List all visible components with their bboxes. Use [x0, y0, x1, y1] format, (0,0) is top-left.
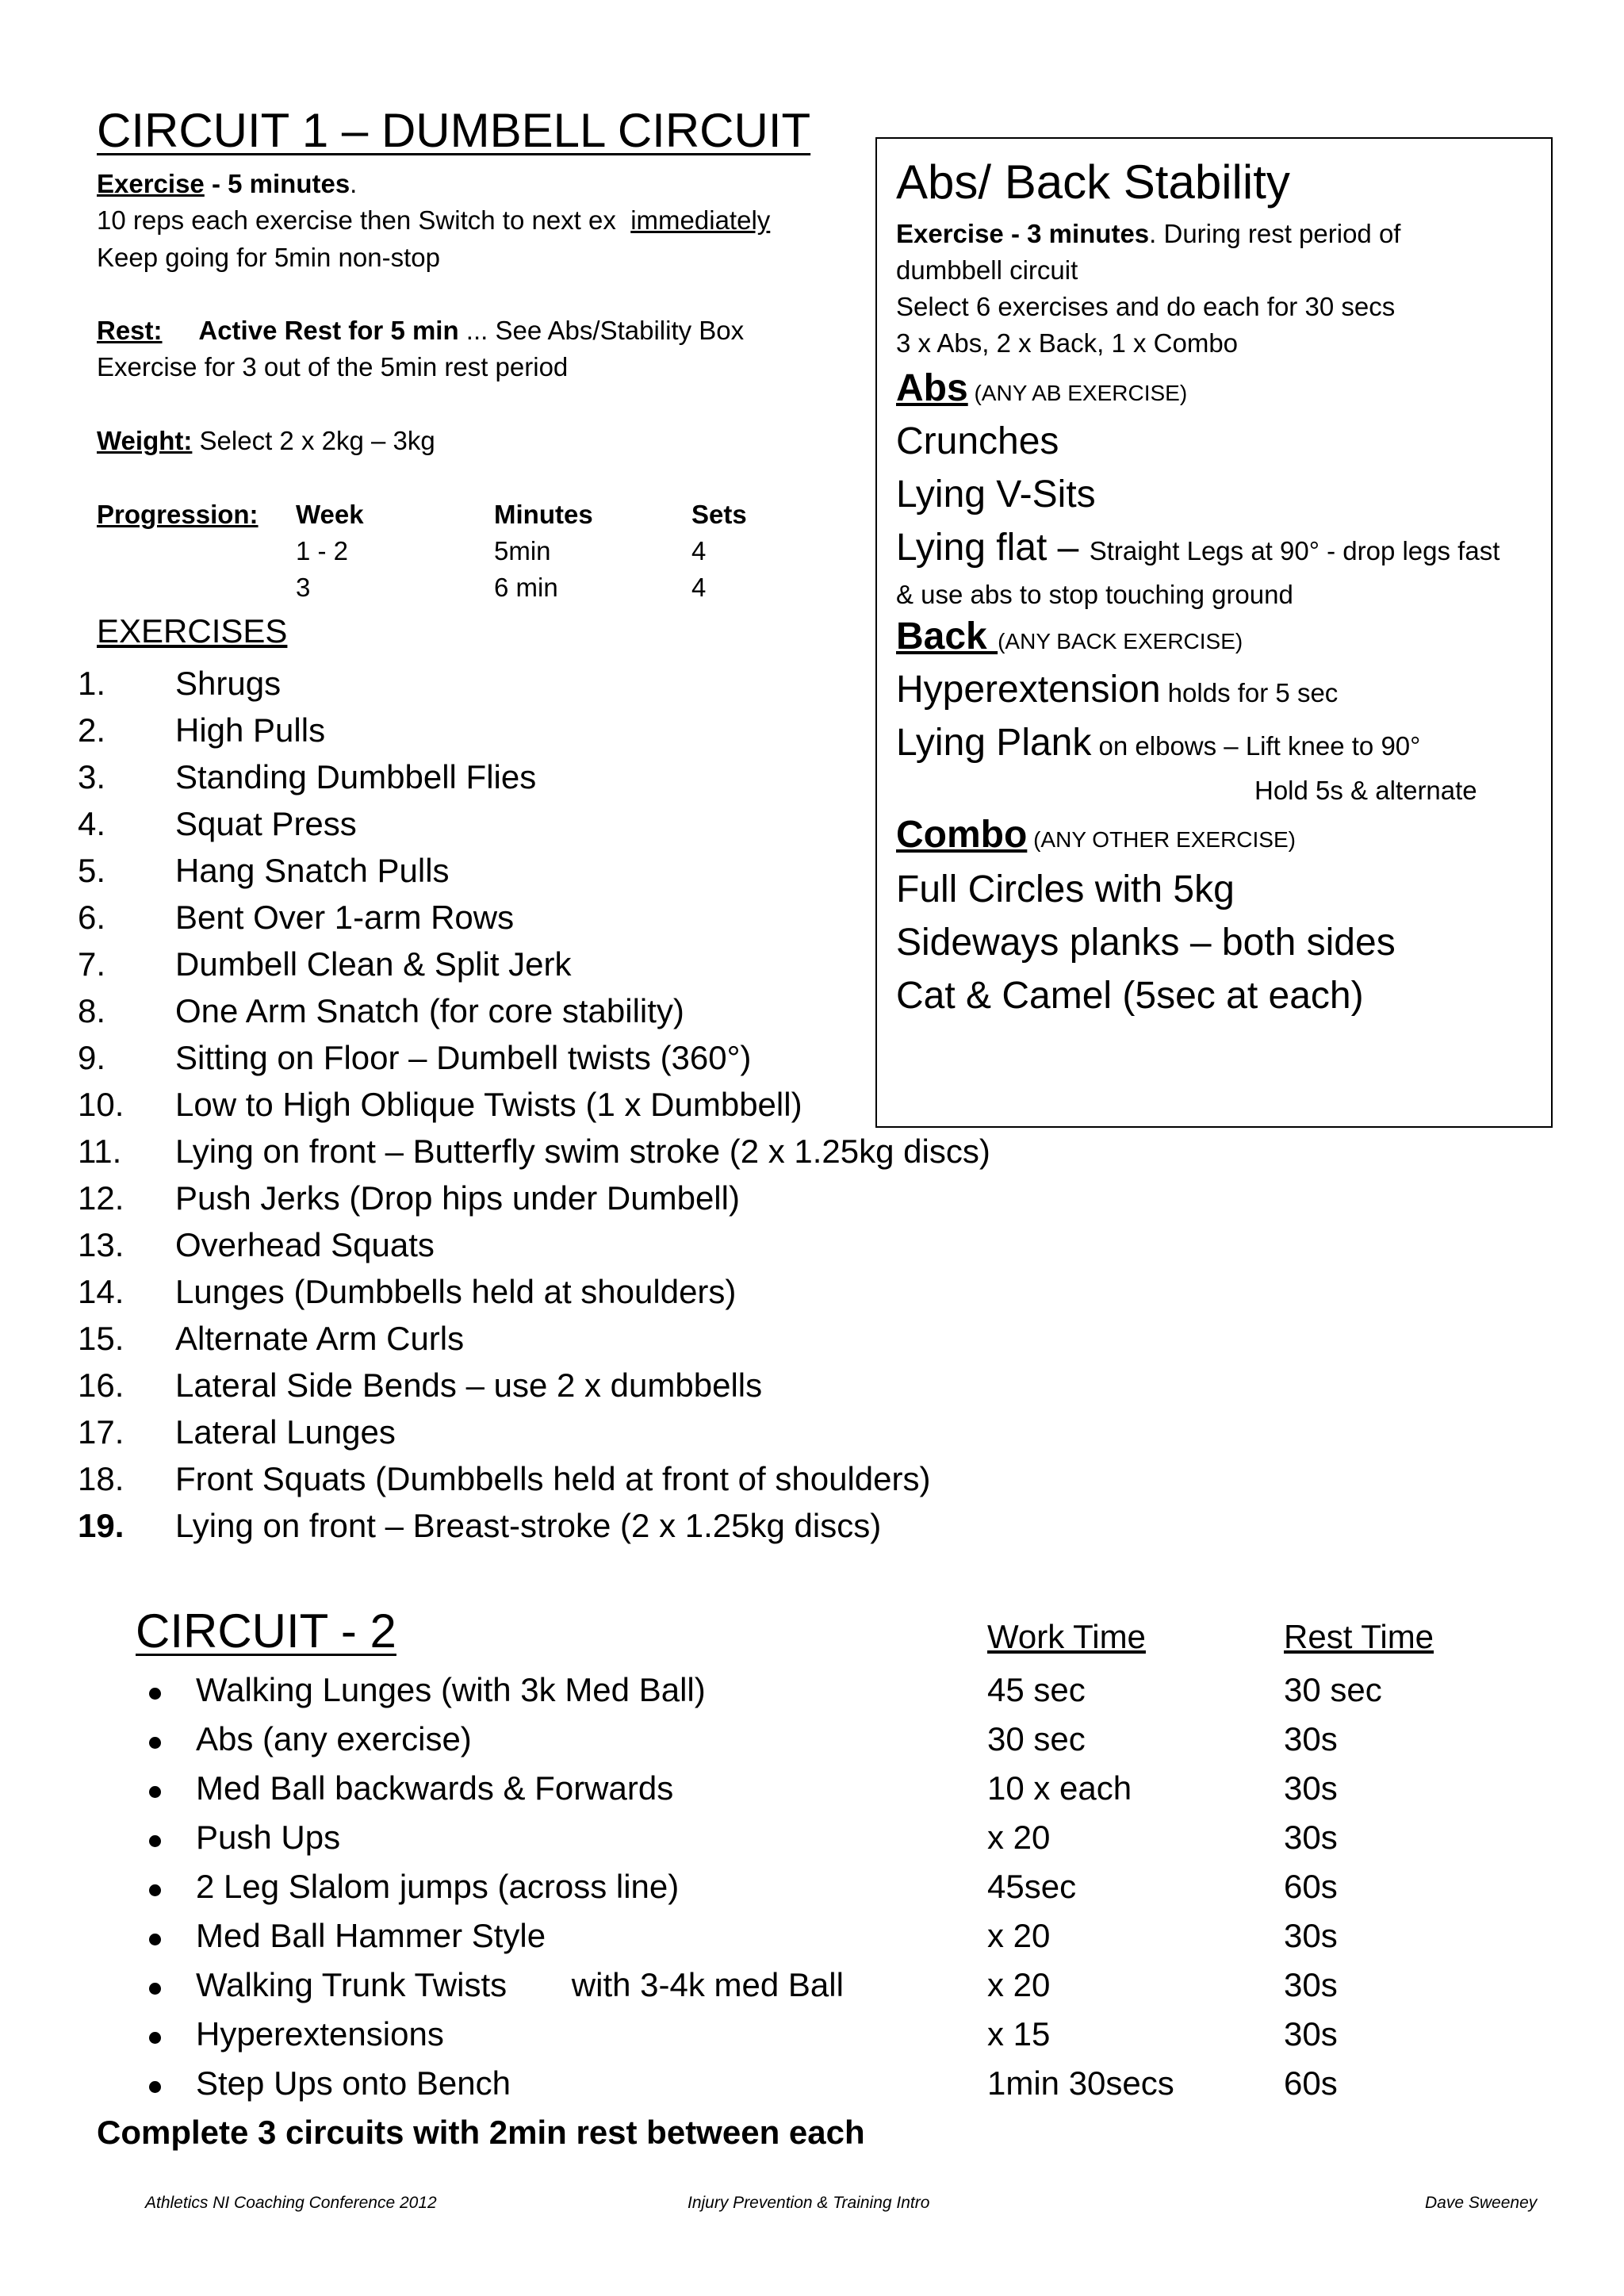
back-item-lying-plank	[896, 721, 1420, 765]
progression-cell: 4	[691, 536, 707, 565]
exercise-item: Bent Over 1-arm Rows	[175, 899, 515, 936]
exercise-item: Push Jerks (Drop hips under Dumbell)	[175, 1179, 740, 1217]
abs-item-lying-flat	[896, 526, 1500, 569]
exercise-dot: .	[350, 169, 358, 198]
exercise-item: One Arm Snatch (for core stability)	[175, 992, 684, 1029]
complete-circuits-note: Complete 3 circuits with 2min rest between each	[97, 2114, 865, 2151]
circuit1-exercise-line	[97, 169, 357, 199]
exercise-number: 7.	[78, 945, 106, 983]
exercise-number: 12.	[78, 1179, 124, 1217]
bullet	[149, 2032, 161, 2044]
exercise-item: Lying on front – Breast-stroke (2 x 1.25kg discs)	[175, 1507, 882, 1544]
exercise-item: High Pulls	[175, 711, 326, 749]
exercise-number: 11.	[78, 1133, 122, 1170]
circuit1-keep-going: Keep going for 5min non-stop	[97, 243, 440, 272]
combo-item: Cat & Camel (5sec at each)	[896, 975, 1364, 1017]
circuit1-rest-line	[97, 316, 744, 346]
exercise-duration: - 5 minutes	[204, 169, 350, 198]
circuit2-work-time: x 20	[987, 1819, 1051, 1856]
instruction-text: 10 reps each exercise then Switch to next ex	[97, 205, 616, 235]
abs-section-heading	[896, 366, 1187, 410]
combo-heading-note: (ANY OTHER EXERCISE)	[1027, 827, 1296, 852]
circuit2-rest-time: 30s	[1284, 1966, 1338, 2003]
circuit2-exercise: Hyperextensions	[196, 2015, 444, 2053]
instruction-emphasis: immediately	[630, 205, 771, 235]
hyperextension-small: holds for 5 sec	[1160, 678, 1339, 707]
exercises-heading: EXERCISES	[97, 612, 288, 650]
weight-label: Weight:	[97, 426, 193, 455]
lying-flat-small: Straight Legs at 90° - drop legs fast	[1089, 536, 1500, 565]
exercise-number: 19.	[78, 1507, 124, 1544]
work-time-header: Work Time	[987, 1618, 1146, 1655]
abs-box-exercise-line	[896, 219, 1400, 249]
abs-back-stability-box	[875, 137, 1553, 1128]
weight-value: Select 2 x 2kg – 3kg	[192, 426, 435, 455]
combo-heading: Combo	[896, 814, 1028, 856]
circuit2-work-time: x 15	[987, 2015, 1051, 2053]
circuit2-rest-time: 30 sec	[1284, 1671, 1382, 1708]
exercise-number: 4.	[78, 805, 106, 842]
circuit2-rest-time: 30s	[1284, 1769, 1338, 1807]
circuit1-instruction-line	[97, 205, 770, 236]
progression-cell: 3	[296, 573, 311, 602]
hyperextension-big: Hyperextension	[896, 669, 1161, 711]
exercise-item: Lateral Side Bends – use 2 x dumbbells	[175, 1366, 763, 1404]
exercise-item: Sitting on Floor – Dumbell twists (360°)	[175, 1039, 752, 1076]
progression-header-week: Week	[296, 500, 364, 529]
bullet	[149, 1884, 161, 1896]
exercise-item: Squat Press	[175, 805, 357, 842]
circuit2-work-time: x 20	[987, 1966, 1051, 2003]
rest-time-header: Rest Time	[1284, 1618, 1434, 1655]
bullet	[149, 2081, 161, 2093]
bullet	[149, 1786, 161, 1798]
exercise-number: 10.	[78, 1086, 124, 1123]
bullet	[149, 1835, 161, 1847]
exercise-item: Lateral Lunges	[175, 1413, 396, 1451]
progression-label: Progression:	[97, 500, 259, 529]
exercise-number: 6.	[78, 899, 106, 936]
circuit1-rest-line2: Exercise for 3 out of the 5min rest period	[97, 352, 569, 381]
circuit2-exercise: Push Ups	[196, 1819, 341, 1856]
abs-box-exercise-label: Exercise - 3 minutes	[896, 219, 1150, 248]
exercise-number: 5.	[78, 852, 106, 889]
abs-heading: Abs	[896, 367, 968, 409]
progression-header-sets: Sets	[691, 500, 747, 529]
exercise-item: Alternate Arm Curls	[175, 1320, 465, 1357]
circuit1-weight-line	[97, 426, 435, 456]
circuit2-rest-time: 30s	[1284, 1819, 1338, 1856]
circuit2-exercise: Walking Trunk Twists with 3-4k med Ball	[196, 1966, 844, 2003]
lying-flat-big: Lying flat –	[896, 527, 1090, 569]
exercise-item: Hang Snatch Pulls	[175, 852, 450, 889]
lying-plank-big: Lying Plank	[896, 722, 1092, 764]
circuit2-exercise: 2 Leg Slalom jumps (across line)	[196, 1868, 680, 1905]
exercise-item: Front Squats (Dumbbells held at front of shoulders)	[175, 1460, 931, 1497]
circuit2-rest-time: 30s	[1284, 2015, 1338, 2053]
circuit2-exercise: Step Ups onto Bench	[196, 2064, 511, 2102]
abs-box-line3: Select 6 exercises and do each for 30 secs	[896, 292, 1396, 321]
exercise-number: 17.	[78, 1413, 124, 1451]
circuit2-rest-time: 30s	[1284, 1720, 1338, 1757]
circuit2-work-time: 45sec	[987, 1868, 1077, 1905]
exercise-number: 15.	[78, 1320, 124, 1357]
abs-item-vsits: Lying V-Sits	[896, 473, 1096, 516]
bullet	[149, 1688, 161, 1700]
circuit2-rest-time: 30s	[1284, 1917, 1338, 1954]
exercise-item: Lunges (Dumbbells held at shoulders)	[175, 1273, 737, 1310]
abs-heading-note: (ANY AB EXERCISE)	[967, 381, 1188, 405]
bullet	[149, 1737, 161, 1749]
circuit2-exercise: Med Ball backwards & Forwards	[196, 1769, 674, 1807]
circuit2-exercise: Walking Lunges (with 3k Med Ball)	[196, 1671, 706, 1708]
circuit2-work-time: 10 x each	[987, 1769, 1132, 1807]
circuit2-work-time: 1min 30secs	[987, 2064, 1174, 2102]
exercise-number: 16.	[78, 1366, 124, 1404]
exercise-number: 3.	[78, 758, 106, 795]
circuit2-exercise: Abs (any exercise)	[196, 1720, 472, 1757]
exercise-number: 13.	[78, 1226, 124, 1263]
progression-cell: 5min	[494, 536, 551, 565]
exercise-item: Lying on front – Butterfly swim stroke (2 x 1.25kg discs)	[175, 1133, 990, 1170]
combo-item: Sideways planks – both sides	[896, 922, 1396, 964]
exercise-item: Standing Dumbbell Flies	[175, 758, 537, 795]
back-section-heading	[896, 615, 1243, 658]
circuit2-work-time: 45 sec	[987, 1671, 1086, 1708]
exercise-item: Dumbell Clean & Split Jerk	[175, 945, 572, 983]
exercise-number: 9.	[78, 1039, 106, 1076]
circuit2-exercise: Med Ball Hammer Style	[196, 1917, 546, 1954]
circuit2-work-time: 30 sec	[987, 1720, 1086, 1757]
circuit2-rest-time: 60s	[1284, 1868, 1338, 1905]
circuit2-work-time: x 20	[987, 1917, 1051, 1954]
footer-right: Dave Sweeney	[1425, 2194, 1538, 2212]
bullet	[149, 1983, 161, 1995]
abs-item-lying-flat-line2: & use abs to stop touching ground	[896, 580, 1293, 609]
rest-rest: ... See Abs/Stability Box	[458, 316, 745, 345]
progression-cell: 1 - 2	[296, 536, 349, 565]
bullet	[149, 1934, 161, 1945]
exercise-number: 14.	[78, 1273, 124, 1310]
progression-header-minutes: Minutes	[494, 500, 593, 529]
abs-box-line2: dumbbell circuit	[896, 255, 1078, 285]
rest-label: Rest:	[97, 316, 163, 345]
abs-box-exercise-rest: . During rest period of	[1149, 219, 1401, 248]
abs-box-line4: 3 x Abs, 2 x Back, 1 x Combo	[896, 328, 1239, 358]
exercise-number: 1.	[78, 665, 106, 702]
lying-plank-small: on elbows – Lift knee to 90°	[1091, 731, 1421, 761]
progression-cell: 4	[691, 573, 707, 602]
circuit1-title: CIRCUIT 1 – DUMBELL CIRCUIT	[97, 104, 811, 157]
combo-item: Full Circles with 5kg	[896, 868, 1235, 910]
rest-bold: Active Rest for 5 min	[198, 316, 459, 345]
exercise-number: 8.	[78, 992, 106, 1029]
exercise-item: Low to High Oblique Twists (1 x Dumbbell)	[175, 1086, 802, 1123]
exercise-item: Overhead Squats	[175, 1226, 435, 1263]
circuit2-rest-time: 60s	[1284, 2064, 1338, 2102]
abs-item-crunches: Crunches	[896, 420, 1059, 462]
back-heading: Back	[896, 615, 998, 657]
exercise-label: Exercise	[97, 169, 205, 198]
footer-center: Injury Prevention & Training Intro	[688, 2194, 930, 2212]
abs-box-title: Abs/ Back Stability	[896, 155, 1290, 209]
back-item-hyperextension	[896, 668, 1338, 711]
circuit2-title: CIRCUIT - 2	[136, 1604, 396, 1658]
exercise-item: Shrugs	[175, 665, 282, 702]
exercise-number: 2.	[78, 711, 106, 749]
progression-cell: 6 min	[494, 573, 558, 602]
back-heading-note: (ANY BACK EXERCISE)	[998, 629, 1243, 654]
combo-section-heading	[896, 813, 1296, 857]
footer-left: Athletics NI Coaching Conference 2012	[145, 2194, 437, 2212]
exercise-number: 18.	[78, 1460, 124, 1497]
back-item-lying-plank-line2: Hold 5s & alternate	[1254, 776, 1477, 805]
